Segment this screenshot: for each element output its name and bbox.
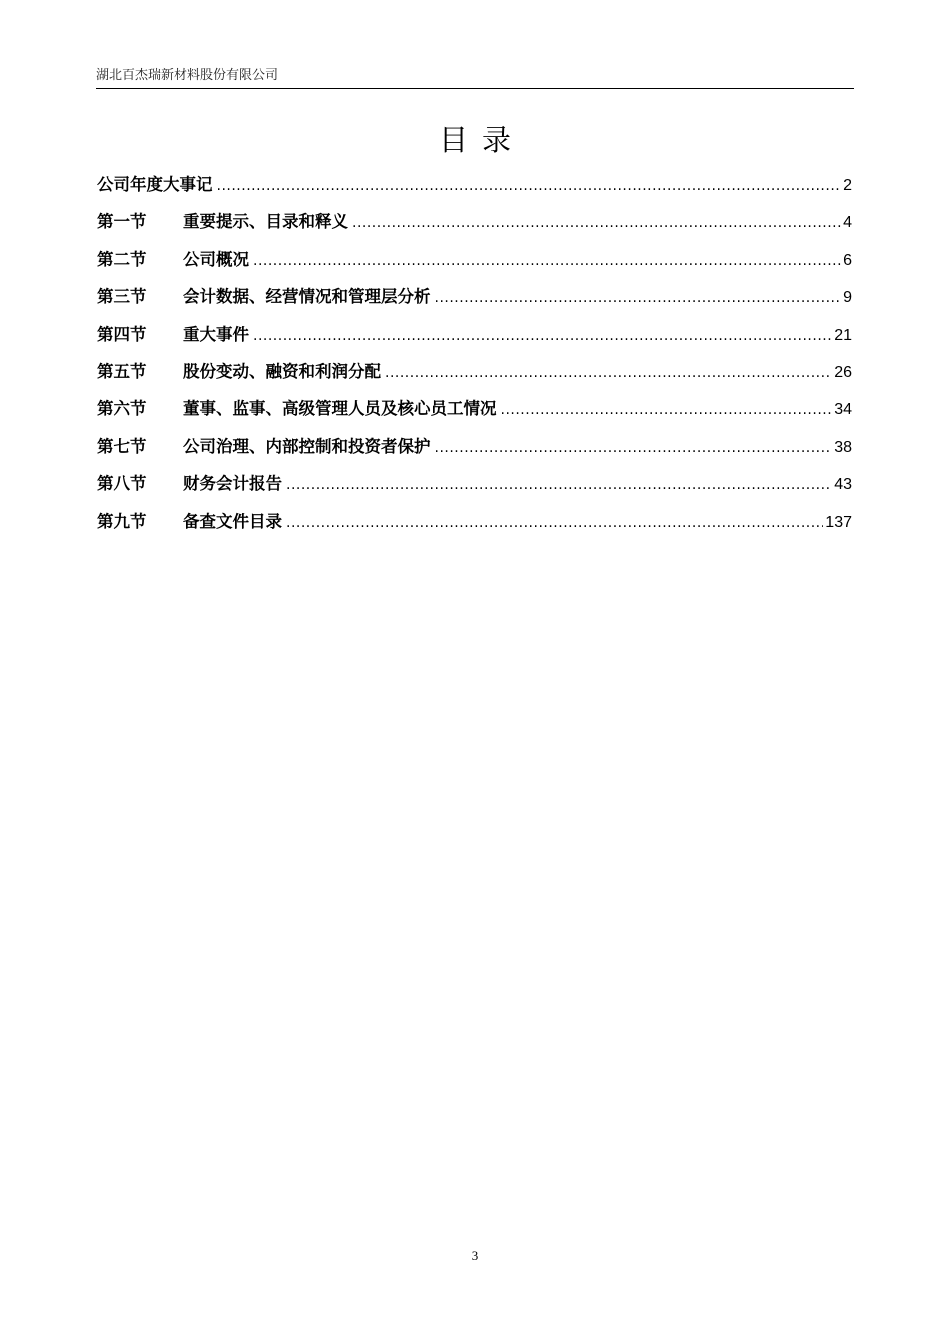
toc-dot-leader: [217, 168, 842, 205]
toc-page-number: 38: [834, 438, 852, 456]
toc-section-number: 第三节: [97, 287, 147, 307]
toc-section-number: 第七节: [97, 436, 147, 456]
toc-section-number: 第六节: [97, 399, 147, 419]
toc-entry-label: 公司治理、内部控制和投资者保护: [183, 436, 431, 456]
toc-dot-leader: [435, 280, 842, 317]
toc-entry-label: 公司年度大事记: [97, 175, 213, 194]
toc-entry-section-7[interactable]: [97, 428, 852, 465]
toc-section-number: 第九节: [97, 511, 147, 531]
toc-entry-section-9[interactable]: [97, 503, 852, 540]
page-title: 目录: [438, 123, 525, 157]
toc-page-number: 26: [834, 363, 852, 381]
toc-page-number: 2: [843, 177, 852, 194]
toc-entry-section-2[interactable]: [97, 241, 852, 278]
toc-entry-section-8[interactable]: [97, 465, 852, 502]
toc-section-number: 第八节: [97, 474, 147, 494]
toc-page-number: 9: [843, 289, 852, 307]
toc-dot-leader: [385, 355, 832, 392]
toc-dot-leader: [435, 430, 833, 467]
toc-entry-label: 公司概况: [183, 249, 249, 269]
toc-entry-events[interactable]: [97, 166, 852, 203]
toc-dot-leader: [286, 505, 823, 542]
toc-dot-leader: [352, 205, 841, 242]
toc-dot-leader: [253, 318, 832, 355]
page-footer: [0, 1248, 950, 1264]
toc-entry-section-3[interactable]: [97, 278, 852, 315]
toc-entry-label: 重要提示、目录和释义: [183, 212, 348, 232]
toc-entry-section-1[interactable]: [97, 203, 852, 240]
toc-section-number: 第四节: [97, 324, 147, 344]
toc-section-number: 第五节: [97, 361, 147, 381]
toc-page-number: 43: [834, 476, 852, 494]
toc-dot-leader: [286, 467, 832, 504]
toc-entry-label: 股份变动、融资和利润分配: [183, 361, 381, 381]
toc-entry-section-4[interactable]: [97, 316, 852, 353]
toc-dot-leader: [501, 392, 833, 429]
table-of-contents: [97, 166, 852, 540]
toc-entry-label: 会计数据、经营情况和管理层分析: [183, 287, 431, 307]
toc-entry-section-6[interactable]: [97, 390, 852, 427]
toc-page-number: 4: [843, 214, 852, 232]
toc-page-number: 6: [843, 251, 852, 269]
toc-entry-label: 备查文件目录: [183, 511, 282, 531]
company-name: 湖北百杰瑞新材料股份有限公司: [96, 68, 279, 83]
toc-entry-label: 重大事件: [183, 324, 249, 344]
toc-entry-label: 财务会计报告: [183, 474, 282, 494]
toc-section-number: 第一节: [97, 212, 147, 232]
toc-page-number: 21: [834, 326, 852, 344]
toc-page-number: 34: [834, 401, 852, 419]
toc-section-number: 第二节: [97, 249, 147, 269]
footer-page-number: 3: [471, 1248, 479, 1263]
toc-page-number: 137: [825, 513, 852, 531]
toc-dot-leader: [253, 243, 841, 280]
toc-entry-label: 董事、监事、高级管理人员及核心员工情况: [183, 399, 497, 419]
toc-entry-section-5[interactable]: [97, 353, 852, 390]
page-header: [96, 66, 854, 89]
